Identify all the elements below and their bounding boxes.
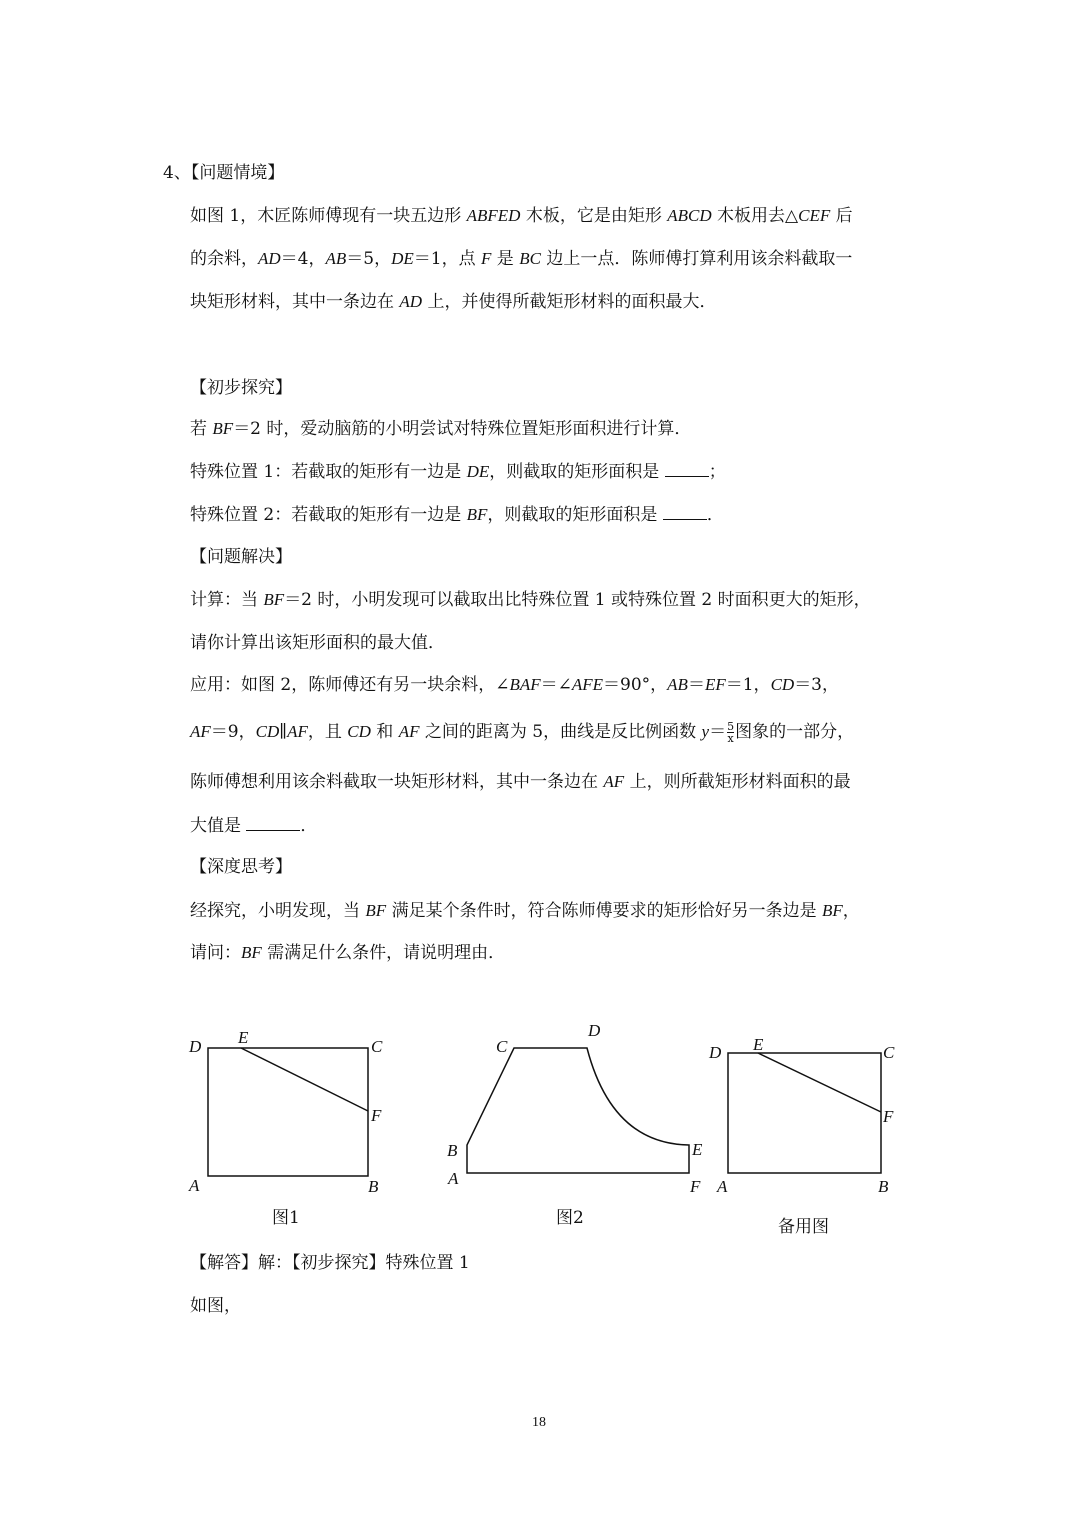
application-line-3: 陈师傅想利用该余料截取一块矩形材料，其中一条边在 AF 上，则所截矩形材料面积的最 — [190, 772, 851, 792]
figure-3-label-f: F — [883, 1107, 894, 1126]
figure-2-label-f: F — [690, 1177, 701, 1196]
figure-1-label-c: C — [371, 1037, 383, 1056]
figure-3-cut-line-ef — [758, 1053, 881, 1112]
calc-line-1: 计算：当 BF＝2 时，小明发现可以截取出比特殊位置 1 或特殊位置 2 时面积更大的矩形， — [190, 590, 871, 610]
intro-line-3: 块矩形材料，其中一条边在 AD 上，并使得所截矩形材料的面积最大． — [190, 292, 717, 312]
deep-heading: 【深度思考】 — [190, 857, 292, 877]
figure-2-label-d: D — [588, 1021, 601, 1040]
answer-blank-3[interactable] — [246, 814, 300, 831]
figure-2-label-c: C — [496, 1037, 508, 1056]
application-line-1: 应用：如图 2，陈师傅还有另一块余料，∠BAF＝∠AFE＝90°，AB＝EF＝1，CD＝3， — [190, 675, 840, 695]
figure-3-caption: 备用图 — [778, 1217, 829, 1237]
figure-2-caption: 图2 — [556, 1208, 584, 1228]
figure-3-rectangle — [728, 1053, 881, 1173]
figures-svg — [180, 1018, 920, 1218]
figure-3-label-e: E — [753, 1035, 764, 1054]
figure-2-label-a: A — [448, 1169, 459, 1188]
figure-1-label-f: F — [371, 1106, 382, 1125]
intro-line-1: 如图 1，木匠陈师傅现有一块五边形 ABFED 木板，它是由矩形 ABCD 木板用去△CEF 后 — [190, 206, 853, 226]
figure-3-label-a: A — [717, 1177, 728, 1196]
solve-heading: 【问题解决】 — [190, 547, 292, 567]
intro-line-2: 的余料，AD＝4，AB＝5，DE＝1，点 F 是 BC 边上一点．陈师傅打算利用该余料截取一 — [190, 249, 853, 269]
answer-line-2: 如图， — [190, 1296, 241, 1316]
figure-2-label-b: B — [447, 1141, 458, 1160]
deep-line-1: 经探究，小明发现，当 BF 满足某个条件时，符合陈师傅要求的矩形恰好另一条边是 BF， — [190, 901, 860, 921]
figure-1-label-e: E — [238, 1028, 249, 1047]
explore-heading: 【初步探究】 — [190, 378, 292, 398]
figure-1-label-a: A — [189, 1176, 200, 1195]
explore-position-1: 特殊位置 1：若截取的矩形有一边是 DE，则截取的矩形面积是 ； — [190, 462, 726, 482]
answer-blank-1[interactable] — [665, 460, 709, 477]
calc-line-2: 请你计算出该矩形面积的最大值． — [190, 633, 445, 653]
fraction-5-over-x: $\frac{5}{x}$ — [727, 720, 735, 745]
figure-1-diagram — [188, 1028, 383, 1196]
application-line-4: 大值是 ． — [190, 816, 318, 836]
problem-heading: 4、【问题情境】 — [163, 163, 285, 183]
application-line-2: AF＝9，CD∥AF，且 CD 和 AF 之间的距离为 5，曲线是反比例函数 y＝ $\frac{5}{x}$ 图象的一部分， — [190, 720, 855, 745]
figure-3-label-b: B — [878, 1177, 889, 1196]
page-number: 18 — [532, 1415, 546, 1430]
answer-blank-2[interactable] — [663, 503, 707, 520]
answer-line-1: 【解答】解：【初步探究】特殊位置 1 — [190, 1253, 470, 1273]
figure-3-label-c: C — [883, 1043, 895, 1062]
figure-1-label-b: B — [368, 1177, 379, 1196]
figure-1-label-d: D — [189, 1037, 202, 1056]
figure-1-rectangle — [208, 1048, 368, 1176]
figure-3-label-d: D — [709, 1043, 722, 1062]
figure-2-diagram — [447, 1021, 703, 1196]
deep-line-2: 请问：BF 需满足什么条件，请说明理由． — [190, 943, 506, 963]
figure-2-label-e: E — [692, 1140, 703, 1159]
figure-2-shape — [467, 1048, 689, 1173]
figure-3-diagram — [708, 1035, 895, 1196]
figure-1-cut-line-ef — [241, 1048, 368, 1111]
figure-1-caption: 图1 — [272, 1208, 300, 1228]
explore-position-2: 特殊位置 2：若截取的矩形有一边是 BF，则截取的矩形面积是 ． — [190, 505, 724, 525]
explore-line-1: 若 BF＝2 时，爱动脑筋的小明尝试对特殊位置矩形面积进行计算． — [190, 419, 692, 439]
